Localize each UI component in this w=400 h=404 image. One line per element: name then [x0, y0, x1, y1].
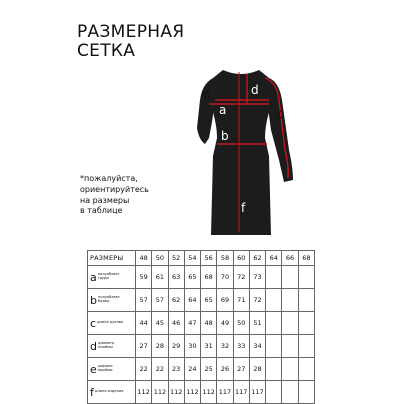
table-cell: 112 — [136, 381, 152, 404]
table-row — [88, 266, 315, 289]
table-cell: 50 — [233, 312, 249, 335]
table-cell: 49 — [217, 312, 233, 335]
note-line-4: в таблице — [80, 206, 123, 216]
label-e: e — [203, 87, 211, 101]
table-cell: 25 — [201, 358, 217, 381]
label-a: a — [219, 103, 227, 117]
table-cell: 28 — [152, 335, 168, 358]
table-row — [88, 312, 315, 335]
table-cell: 69 — [217, 289, 233, 312]
row-letter: e — [90, 362, 97, 376]
table-cell: 31 — [201, 335, 217, 358]
table-cell — [298, 312, 314, 335]
table-cell — [266, 289, 282, 312]
size-header: 56 — [201, 251, 217, 266]
table-cell — [298, 266, 314, 289]
table-cell — [266, 266, 282, 289]
table-cell — [282, 289, 298, 312]
table-cell: 112 — [184, 381, 200, 404]
label-f: f — [241, 201, 246, 215]
row-label — [88, 335, 136, 358]
row-label — [88, 289, 136, 312]
row-description: полуобхват бедер — [97, 295, 120, 303]
table-cell: 32 — [217, 335, 233, 358]
row-description: длина изделия — [94, 389, 124, 394]
row-description: диаметр проймы — [97, 341, 115, 349]
table-cell: 27 — [233, 358, 249, 381]
size-header: 54 — [184, 251, 200, 266]
table-cell — [298, 358, 314, 381]
row-letter: c — [90, 316, 97, 330]
table-cell — [282, 335, 298, 358]
label-c: c — [277, 107, 284, 121]
table-cell: 72 — [249, 289, 265, 312]
table-cell — [282, 312, 298, 335]
size-header: 68 — [298, 251, 314, 266]
row-label — [88, 312, 136, 335]
row-letter: b — [90, 293, 97, 307]
table-cell: 46 — [168, 312, 184, 335]
size-header: 66 — [282, 251, 298, 266]
row-label — [88, 381, 136, 404]
table-cell: 57 — [152, 289, 168, 312]
size-header: 60 — [233, 251, 249, 266]
dress-measurement-diagram — [185, 60, 300, 235]
table-cell: 61 — [152, 266, 168, 289]
table-cell: 65 — [201, 289, 217, 312]
table-row — [88, 289, 315, 312]
table-cell: 44 — [136, 312, 152, 335]
size-header: 50 — [152, 251, 168, 266]
label-d: d — [251, 83, 259, 97]
table-cell — [282, 381, 298, 404]
table-cell: 63 — [168, 266, 184, 289]
size-table-container — [87, 250, 315, 399]
table-cell: 112 — [168, 381, 184, 404]
title-line-2: СЕТКА — [77, 41, 136, 61]
title-line-1: РАЗМЕРНАЯ — [77, 22, 185, 42]
page-title — [77, 24, 217, 62]
row-letter: a — [90, 270, 97, 284]
table-cell: 22 — [152, 358, 168, 381]
table-cell: 59 — [136, 266, 152, 289]
table-cell: 30 — [184, 335, 200, 358]
table-header-row — [88, 251, 315, 266]
row-label — [88, 266, 136, 289]
table-cell: 27 — [136, 335, 152, 358]
table-cell: 64 — [184, 289, 200, 312]
note-line-2: ориентируйтесь — [80, 184, 149, 194]
table-body — [88, 266, 315, 404]
note-line-1: *пожалуйста, — [80, 174, 138, 183]
table-cell: 57 — [136, 289, 152, 312]
table-cell — [282, 266, 298, 289]
table-cell — [266, 312, 282, 335]
size-header: 62 — [249, 251, 265, 266]
table-cell — [282, 358, 298, 381]
table-cell: 28 — [249, 358, 265, 381]
table-cell: 47 — [184, 312, 200, 335]
table-cell: 71 — [233, 289, 249, 312]
table-row — [88, 381, 315, 404]
row-description: ширина проймы — [97, 364, 113, 372]
size-header: 52 — [168, 251, 184, 266]
dress-right-sleeve — [267, 78, 293, 182]
table-cell: 68 — [201, 266, 217, 289]
table-cell: 117 — [217, 381, 233, 404]
size-header: 64 — [266, 251, 282, 266]
table-cell: 48 — [201, 312, 217, 335]
table-cell: 29 — [168, 335, 184, 358]
size-header: 58 — [217, 251, 233, 266]
table-cell: 112 — [152, 381, 168, 404]
table-cell — [266, 335, 282, 358]
table-cell: 24 — [184, 358, 200, 381]
table-row — [88, 335, 315, 358]
row-letter: f — [90, 385, 94, 399]
table-corner-label: РАЗМЕРЫ — [88, 251, 136, 266]
table-cell: 23 — [168, 358, 184, 381]
table-cell: 65 — [184, 266, 200, 289]
note-line-3: на размеры — [80, 195, 130, 205]
table-cell: 112 — [201, 381, 217, 404]
size-table — [87, 250, 315, 404]
table-cell — [298, 381, 314, 404]
row-letter: d — [90, 339, 97, 353]
table-cell — [298, 289, 314, 312]
size-header: 48 — [136, 251, 152, 266]
table-cell: 51 — [249, 312, 265, 335]
row-description: полуобхват груди — [97, 272, 120, 280]
table-row — [88, 358, 315, 381]
table-cell: 62 — [168, 289, 184, 312]
table-cell — [266, 381, 282, 404]
table-cell: 22 — [136, 358, 152, 381]
size-note — [80, 174, 190, 217]
label-b: b — [221, 129, 229, 143]
table-cell — [298, 335, 314, 358]
table-cell: 117 — [233, 381, 249, 404]
table-cell — [266, 358, 282, 381]
table-cell: 34 — [249, 335, 265, 358]
table-cell: 72 — [233, 266, 249, 289]
table-cell: 33 — [233, 335, 249, 358]
table-cell: 73 — [249, 266, 265, 289]
table-cell: 26 — [217, 358, 233, 381]
table-cell: 117 — [249, 381, 265, 404]
row-description: длина рукава — [97, 320, 123, 325]
table-cell: 70 — [217, 266, 233, 289]
row-label — [88, 358, 136, 381]
table-cell: 45 — [152, 312, 168, 335]
